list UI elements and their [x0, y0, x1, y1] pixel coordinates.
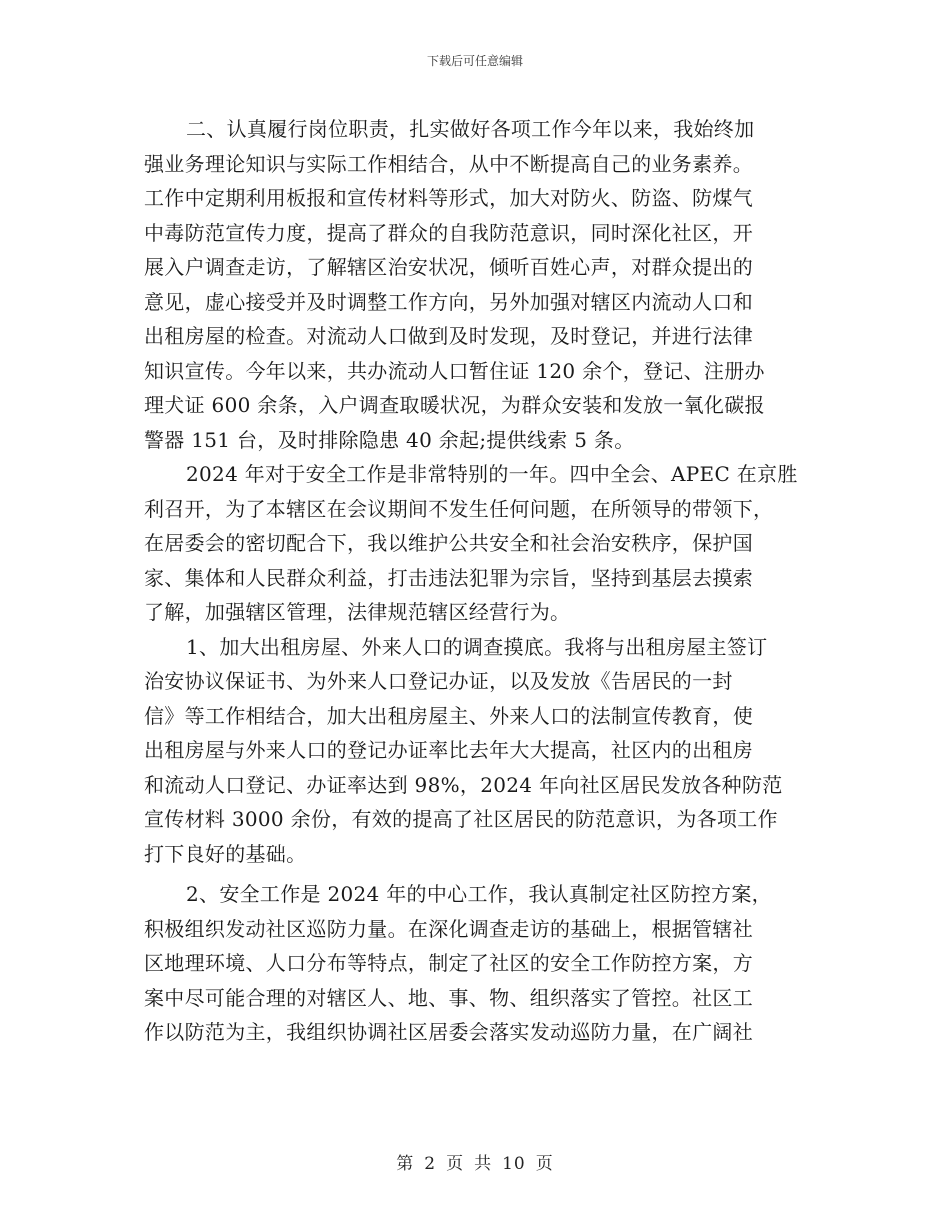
- current-page-number: 2: [424, 1154, 437, 1174]
- page-label-gong: 共: [474, 1154, 493, 1174]
- text-line: 展入户调查走访，了解辖区治安状况，倾听百姓心声，对群众提出的: [144, 255, 753, 279]
- text-line: 案中尽可能合理的对辖区人、地、事、物、组织落实了管控。社区工: [144, 985, 753, 1010]
- text-line: 在居委会的密切配合下，我以维护公共安全和社会治安秩序，保护国: [144, 531, 753, 555]
- text-line: 区地理环境、人口分布等特点，制定了社区的安全工作防控方案，方: [144, 951, 753, 975]
- total-page-count: 10: [502, 1154, 526, 1174]
- paragraph: [144, 457, 808, 630]
- text-line: 意见，虚心接受并及时调整工作方向，另外加强对辖区内流动人口和: [144, 289, 753, 314]
- text-line: 工作中定期利用板报和宣传材料等形式，加大对防火、防盗、防煤气: [144, 186, 753, 210]
- text-line: 二、认真履行岗位职责，扎实做好各项工作今年以来，我始终加: [186, 117, 755, 141]
- page-header: 下载后可任意编辑: [426, 54, 523, 68]
- paragraph: [144, 630, 808, 872]
- text-line: 打下良好的基础。: [144, 841, 307, 866]
- text-line: 和流动人口登记、办证率达到 98%，2024 年向社区居民发放各种防范: [144, 772, 783, 797]
- text-line: 治安协议保证书、为外来人口登记办证，以及发放《告居民的一封: [144, 669, 733, 693]
- text-line: 积极组织发动社区巡防力量。在深化调查走访的基础上，根据管辖社: [144, 916, 753, 941]
- text-line: 知识宣传。今年以来，共办流动人口暂住证 120 余个，登记、注册办: [144, 358, 765, 383]
- text-line: 了解，加强辖区管理，法律规范辖区经营行为。: [144, 600, 571, 624]
- text-line: 强业务理论知识与实际工作相结合，从中不断提高自己的业务素养。: [144, 151, 753, 176]
- text-line: 中毒防范宣传力度，提高了群众的自我防范意识，同时深化社区，开: [144, 220, 753, 245]
- paragraph: [144, 877, 808, 1050]
- text-line: 作以防范为主，我组织协调社区居委会落实发动巡防力量，在广阔社: [144, 1020, 753, 1044]
- paragraph: [144, 112, 808, 457]
- text-line: 家、集体和人民群众利益，打击违法犯罪为宗旨，坚持到基层去摸索: [144, 565, 753, 590]
- document-body: [144, 112, 808, 1050]
- text-line: 信》等工作相结合，加大出租房屋主、外来人口的法制宣传教育，使: [144, 703, 753, 728]
- text-line: 2、安全工作是 2024 年的中心工作，我认真制定社区防控方案，: [186, 882, 772, 906]
- page-label-ye: 页: [446, 1154, 465, 1174]
- page-footer: [0, 1152, 950, 1176]
- text-line: 1、加大出租房屋、外来人口的调查摸底。我将与出租房屋主签订: [186, 634, 768, 659]
- text-line: 出租房屋与外来人口的登记办证率比去年大大提高，社区内的出租房: [144, 738, 753, 762]
- page-label-di: 第: [396, 1154, 415, 1174]
- text-line: 理犬证 600 余条，入户调查取暖状况，为群众安装和发放一氧化碳报: [144, 393, 765, 417]
- page-label-ye-2: 页: [535, 1154, 554, 1174]
- text-line: 2024 年对于安全工作是非常特别的一年。四中全会、APEC 在京胜: [186, 462, 798, 486]
- text-line: 宣传材料 3000 余份，有效的提高了社区居民的防范意识，为各项工作: [144, 807, 778, 831]
- text-line: 利召开，为了本辖区在会议期间不发生任何问题，在所领导的带领下，: [144, 496, 774, 521]
- text-line: 警器 151 台，及时排除隐患 40 余起;提供线索 5 条。: [144, 427, 635, 452]
- text-line: 出租房屋的检查。对流动人口做到及时发现，及时登记，并进行法律: [144, 324, 753, 348]
